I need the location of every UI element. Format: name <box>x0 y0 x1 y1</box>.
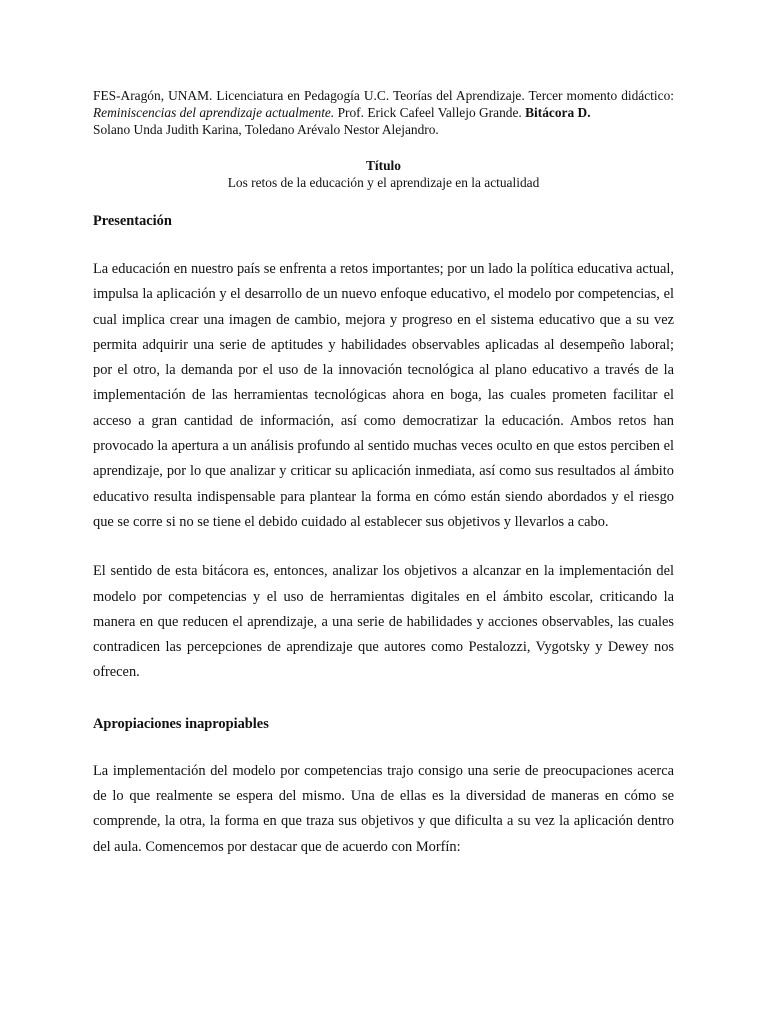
header-course-info: FES-Aragón, UNAM. Licenciatura en Pedagogía U.C. Teorías del Aprendizaje. Tercer momento didáctico: <box>93 88 674 103</box>
paragraph-apropiaciones-1: La implementación del modelo por competencias trajo consigo una serie de preocupaciones acerca de lo que realmente se espera del mismo. Una de ellas es la diversidad de maneras en cómo se comprende, la otra, la forma en que traza sus objetivos y que dificulta a su vez la aplicación dentro del aula. Comencemos por destacar que de acuerdo con Morfín: <box>93 762 674 855</box>
header-moment-title: Reminiscencias del aprendizaje actualmente. <box>93 105 335 120</box>
document-header <box>93 87 674 121</box>
section-heading-apropiaciones: Apropiaciones inapropiables <box>93 715 269 732</box>
section-heading-presentacion: Presentación <box>93 213 172 229</box>
header-professor: Prof. Erick Cafeel Vallejo Grande. <box>334 105 526 120</box>
title-block <box>93 157 674 191</box>
document-title: Los retos de la educación y el aprendizaje en la actualidad <box>227 175 540 190</box>
title-label: Título <box>366 158 401 173</box>
header-bitacora: Bitácora D. <box>525 105 591 120</box>
paragraph-presentacion-2: El sentido de esta bitácora es, entonces, analizar los objetivos a alcanzar en la implementación del modelo por competencias y el uso de herramientas digitales en el ámbito escolar, criticando la manera en que reducen el aprendizaje, a una serie de habilidades y acciones observables, las cuales contradicen las percepciones de aprendizaje que autores como Pestalozzi, Vygotsky y Dewey nos ofrecen. <box>93 563 674 681</box>
document-page <box>93 87 674 860</box>
authors-line: Solano Unda Judith Karina, Toledano Arévalo Nestor Alejandro. <box>93 122 439 137</box>
paragraph-presentacion-1: La educación en nuestro país se enfrenta a retos importantes; por un lado la política educativa actual, impulsa la aplicación y el desarrollo de un nuevo enfoque educativo, el modelo por competencias, el cual implica crear una imagen de cambio, mejora y progreso en el sistema educativo que a su vez permita adquirir una serie de aptitudes y habilidades observables aplicadas al desempeño laboral; por el otro, la demanda por el uso de la innovación tecnológica al plano educativo a través de la implementación de las herramientas tecnológicas ahora en boga, las cuales prometen facilitar el acceso a gran cantidad de información, así como democratizar la educación. Ambos retos han provocado la apertura a un análisis profundo al sentido muchas veces oculto en que estos perciben el aprendizaje, por lo que analizar y criticar su aplicación inmediata, así como sus resultados al ámbito educativo resulta indispensable para plantear la forma en cómo están siendo abordados y el riesgo que se corre si no se tiene el debido cuidado al establecer sus objetivos y llevarlos a cabo. <box>93 261 674 530</box>
